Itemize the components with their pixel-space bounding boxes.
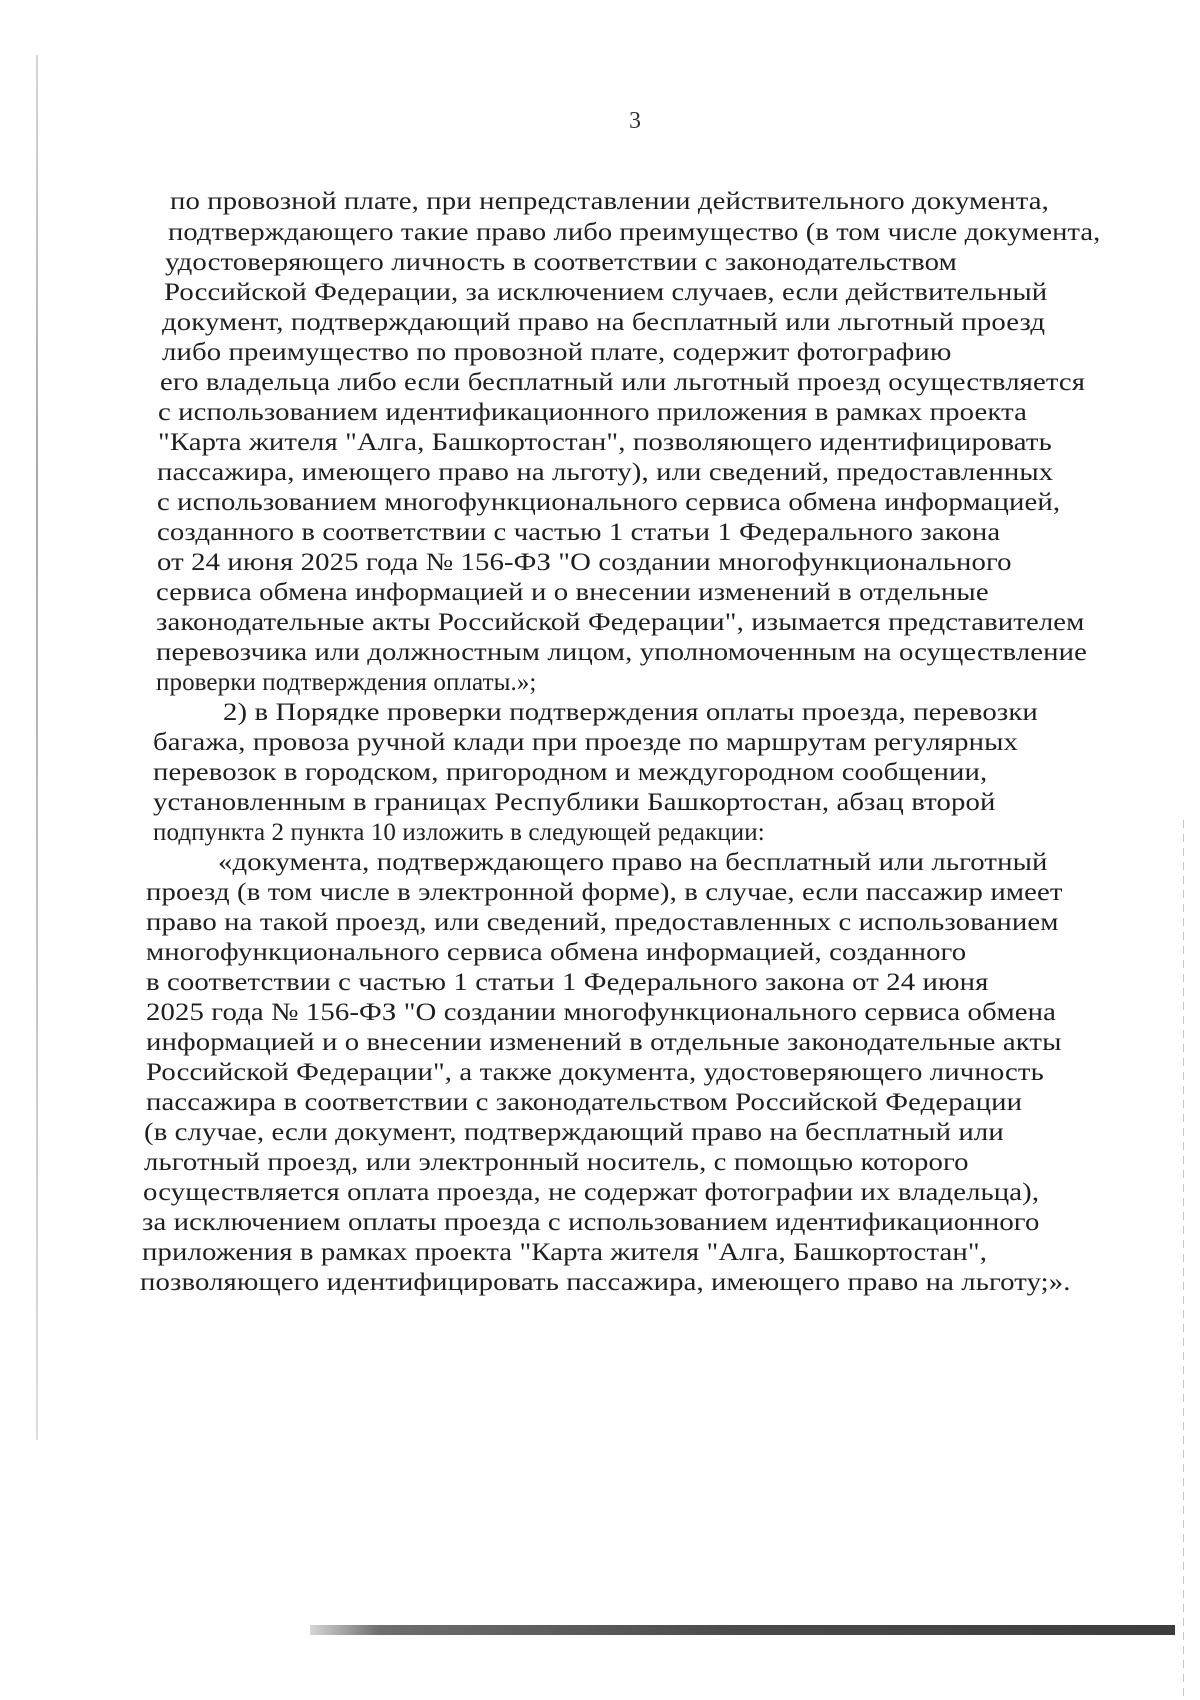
text-line: Российской Федерации", а также документа, удостоверяющего личность: [146, 1059, 1044, 1086]
text-line: законодательные акты Российской Федерации", изымается представителем: [156, 609, 1085, 636]
text-line: установленным в границах Республики Башкортостан, абзац второй: [153, 789, 996, 816]
text-line: от 24 июня 2025 года № 156-ФЗ "О создании многофункционального: [157, 549, 1012, 576]
text-line: багажа, провоза ручной клади при проезде по маршрутам регулярных: [153, 729, 1018, 756]
text-line: информацией и о внесении изменений в отдельные законодательные акты: [146, 1029, 1062, 1056]
text-line: перевозок в городском, пригородном и междугородном сообщении,: [153, 759, 988, 786]
text-line: осуществляется оплата проезда, не содержат фотографии их владельца),: [143, 1179, 1040, 1206]
text-line: право на такой проезд, или сведений, предоставленных с использованием: [146, 909, 1059, 936]
text-line: льготный проезд, или электронный носитель, с помощью которого: [144, 1149, 969, 1176]
scan-bottom-edge-shadow: [310, 1625, 1175, 1635]
text-line: проезд (в том числе в электронной форме), в случае, если пассажир имеет: [146, 879, 1063, 906]
text-line: в соответствии с частью 1 статьи 1 Федерального закона от 24 июня: [146, 969, 989, 996]
text-line: 2025 года № 156-ФЗ "О создании многофункционального сервиса обмена: [146, 999, 1057, 1026]
scan-right-edge-shadow: [1183, 820, 1184, 1700]
text-line: за исключением оплаты проезда с использованием идентификационного: [142, 1209, 1040, 1236]
text-line: позволяющего идентифицировать пассажира, имеющего право на льготу;».: [140, 1269, 1071, 1296]
text-line: его владельца либо если бесплатный или льготный проезд осуществляется: [160, 369, 1086, 396]
text-line: (в случае, если документ, подтверждающий право на бесплатный или: [144, 1119, 1004, 1146]
text-line: подтверждающего такие право либо преимущество (в том числе документа,: [168, 219, 1101, 246]
text-line: с использованием многофункционального сервиса обмена информацией,: [157, 489, 1061, 516]
text-line: перевозчика или должностным лицом, уполномоченным на осуществление: [156, 639, 1088, 666]
text-line: 2) в Порядке проверки подтверждения оплаты проезда, перевозки: [223, 699, 1038, 726]
text-line: пассажира в соответствии с законодательством Российской Федерации: [146, 1089, 1023, 1116]
text-line: многофункционального сервиса обмена информацией, созданного: [146, 939, 967, 966]
text-line: созданного в соответствии с частью 1 статьи 1 Федерального закона: [157, 519, 1001, 546]
text-line: пассажира, имеющего право на льготу), или сведений, предоставленных: [157, 459, 1054, 486]
text-line: либо преимущество по провозной плате, содержит фотографию: [162, 339, 952, 366]
text-line: с использованием идентификационного приложения в рамках проекта: [158, 399, 1028, 426]
text-line: документ, подтверждающий право на бесплатный или льготный проезд: [162, 309, 1046, 336]
scan-left-edge-shadow: [36, 55, 38, 1440]
page-number: 3: [629, 108, 641, 134]
text-line: подпункта 2 пункта 10 изложить в следующей редакции:: [153, 819, 765, 846]
text-line: «документа, подтверждающего право на бесплатный или льготный: [218, 849, 1048, 876]
text-line: приложения в рамках проекта "Карта жителя "Алга, Башкортостан",: [142, 1239, 988, 1266]
text-line: удостоверяющего личность в соответствии с законодательством: [165, 249, 957, 276]
text-line: "Карта жителя "Алга, Башкортостан", позволяющего идентифицировать: [158, 429, 1052, 456]
text-line: по провозной плате, при непредставлении действительного документа,: [170, 188, 1049, 215]
text-line: проверки подтверждения оплаты.»;: [156, 669, 537, 696]
text-line: Российской Федерации, за исключением случаев, если действительный: [164, 279, 1048, 306]
text-line: сервиса обмена информацией и о внесении изменений в отдельные: [156, 579, 989, 606]
